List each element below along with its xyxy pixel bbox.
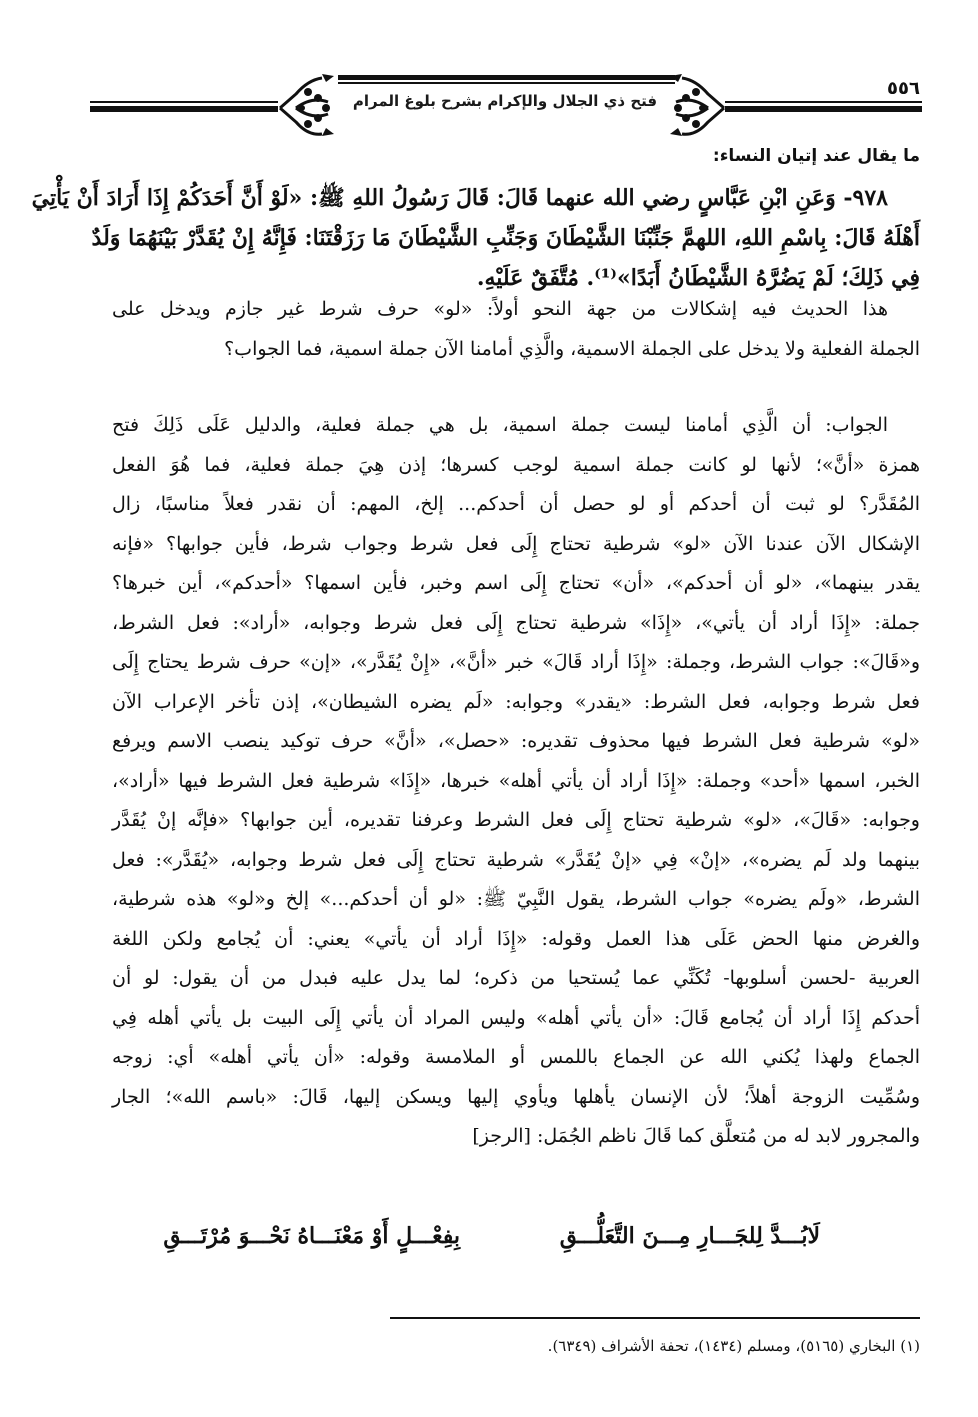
text-line: «لو» شرطية فعل الشرط فيها محذوف تقديره: «حصل»، «أنَّ» حرف توكيد ينصب الاسم ويرفع: [112, 730, 920, 752]
text-line: والمجرور لابد له من مُتعلَّق كما قَالَ ناظم الجُمَل: [الرجز]: [472, 1125, 920, 1147]
poem-hemistich-second: بِفِعْـــلٍ أَوْ مَعْنَـــاهُ نَحْـــوَ مُرْتَـــقِ: [163, 1223, 460, 1249]
poem-verse: [120, 1223, 920, 1267]
text-line: الجواب: أن الَّذِي أمامنا ليست جملة اسمية، بل هي جملة فعلية، والدليل عَلَى ذَلِكَ فتح: [112, 414, 888, 436]
text-line: الخبر، اسمها «أحد» وجملة: «إِذَا أراد أن يأتي أهله» خبرها، «إِذَا» شرطية فعل الشرط فيها «أراد»،: [112, 769, 920, 792]
hadith-line: ٩٧٨- وَعَنِ ابْنِ عَبَّاسٍ رضي الله عنهما قَالَ: قَالَ رَسُولُ اللهِ ﷺ: «لَوْ أَنَّ أَحَدَكُمْ إِذَا أَرَادَ أَنْ يَأْتِيَ: [31, 185, 888, 211]
text-line: همزة «أنَّ»؛ لأنها لو كانت جملة اسمية لوجب كسرها؛ إذن هِيَ جملة فعلية، فما هُوَ الفعل: [112, 453, 920, 476]
text-line: المُقَدَّر؟ لو ثبت أن أحدكم أو لو حصل أن أحدكم... إلخ، المهم: أن نقدر فعلاً مناسبًا، زال: [112, 493, 920, 515]
text-line: هذا الحديث فيه إشكالات من جهة النحو أولاً: «لو» حرف شرط غير جازم ويدخل على: [112, 298, 888, 320]
text-line: الجملة الفعلية ولا يدخل على الجملة الاسمية، والَّذِي أمامنا الآن جملة اسمية، فما الجواب؟: [224, 337, 920, 360]
section-heading: ما يقال عند إتيان النساء:: [712, 146, 920, 166]
text-line: وسُمِّيت الزوجة أهلاً؛ لأن الإنسان يأهلها ويأوي إليها ويسكن إليها، قَالَ: «باسم الله»؛ الجار: [112, 1085, 920, 1108]
footnote-separator: [390, 1317, 920, 1319]
text-line: جملة: «إِذَا أراد أن يأتي»، «إِذَا» شرطية تحتاج إِلَى فعل شرط وجوابه، «أراد»: فعل الشرط،: [112, 611, 920, 634]
page-header: [90, 72, 922, 138]
text-line: الشرط، «ولَم يضره» جواب الشرط، يقول النَّبِيّ ﷺ: «لو أن أحدكم...» إلخ و«لو» هذه شرطية،: [112, 888, 920, 910]
paragraph-answer: [112, 406, 920, 1157]
text-line: أحدكم إِذَا أراد أن يُجامع قَالَ: «أن يأتي أهله» وليس المراد أن يأتي إِلَى البيت بل يأتي أهله فِي: [112, 1006, 920, 1029]
paragraph-question: [112, 290, 920, 369]
text-line: الجماع ولهذا يُكني الله عن الجماع باللمس أو الملامسة وقوله: «أن يأتي أهله» أي: زوجه: [112, 1046, 920, 1068]
text-line: والغرض منها الحض عَلَى هذا العمل وقوله: «إِذَا أراد أن يأتي» يعني: أن يُجامع ولكن اللغة: [112, 927, 920, 950]
text-line: بينهما ولد لَم يضره»، «إنْ» فِي «إنْ يُقَدَّر» شرطية تحتاج إِلَى فعل شرط وجوابه، «يُقَدَّر»: فعل: [112, 848, 920, 871]
text-line: فعل شرط وجوابه، فعل الشرط: «يقدر» وجوابه: «لَم يضره الشيطان»، إذن تأخر الإعراب الآن: [112, 690, 920, 713]
footnote: (١) البخاري (٥١٦٥)، ومسلم (١٤٣٤)، تحفة الأشراف (٦٣٤٩).: [547, 1337, 920, 1355]
book-title: فتح ذي الجلال والإكرام بشرح بلوغ المرام: [352, 92, 658, 110]
header-rule-left-thick: [90, 106, 278, 112]
page-number: ٥٥٦: [887, 78, 920, 99]
floral-ornament-icon: [278, 72, 336, 138]
header-rule-left-thin: [90, 101, 278, 103]
hadith-text: [31, 178, 920, 298]
text-line: الإشكال الآن عندنا الآن «لو» شرطية تحتاج إِلَى فعل شرط وجواب شرط، فأين جوابها؟ «فإنه: [112, 532, 920, 555]
text-line: و«قَالَ»: جواب الشرط، وجملة: «إِذَا أراد قَالَ» خبر «أنَّ»، «إِنْ يُقَدَّر»، «إن» حرف شرط يحتاج إِلَى: [112, 651, 920, 673]
header-rule-right-thick: [725, 106, 922, 112]
text-line: يقدر بينهما»، «لو أن أحدكم»، «أن» تحتاج إِلَى اسم وخبر، فأين اسمها؟ «أحدكم»، أين خبرها؟: [112, 572, 920, 594]
header-rule-right-thin: [725, 101, 922, 103]
header-rule-middle-thick: [338, 75, 675, 80]
poem-hemistich-first: لَابُـــدَّ لِلجَـــارِ مِـــنَ التَّعَلُّـــقِ: [559, 1223, 820, 1249]
hadith-line: أَهْلَهُ قَالَ: بِاسْمِ اللهِ، اللهمَّ جَنِّبْنَا الشَّيْطَانَ وَجَنِّبِ الشَّيْطَانَ مَا رَزَقْتَنَا: فَإِنَّهُ إِنْ يُقَدَّرْ بَيْنَهُمَا وَلَدٌ: [91, 225, 920, 251]
text-line: العربية -لحسن أسلوبها- تُكَنِّي عما يُستحيا من ذكره؛ لما يدل عليه فبدل من أن يقول: لو أن: [112, 967, 920, 989]
header-rule-middle-thin: [338, 82, 675, 84]
text-line: وجوابه: «قَالَ»، «لو» شرطية تحتاج إِلَى فعل الشرط وعرفنا تقديره، أين جوابها؟ «فإنَّه إنْ يُقَدَّر: [112, 809, 920, 831]
hadith-line: فِي ذَلِكَ؛ لَمْ يَضُرَّهُ الشَّيْطَانُ أَبَدًا»⁽¹⁾. مُتَّفَقٌ عَلَيْهِ.: [476, 265, 920, 291]
floral-ornament-icon: [668, 72, 726, 138]
